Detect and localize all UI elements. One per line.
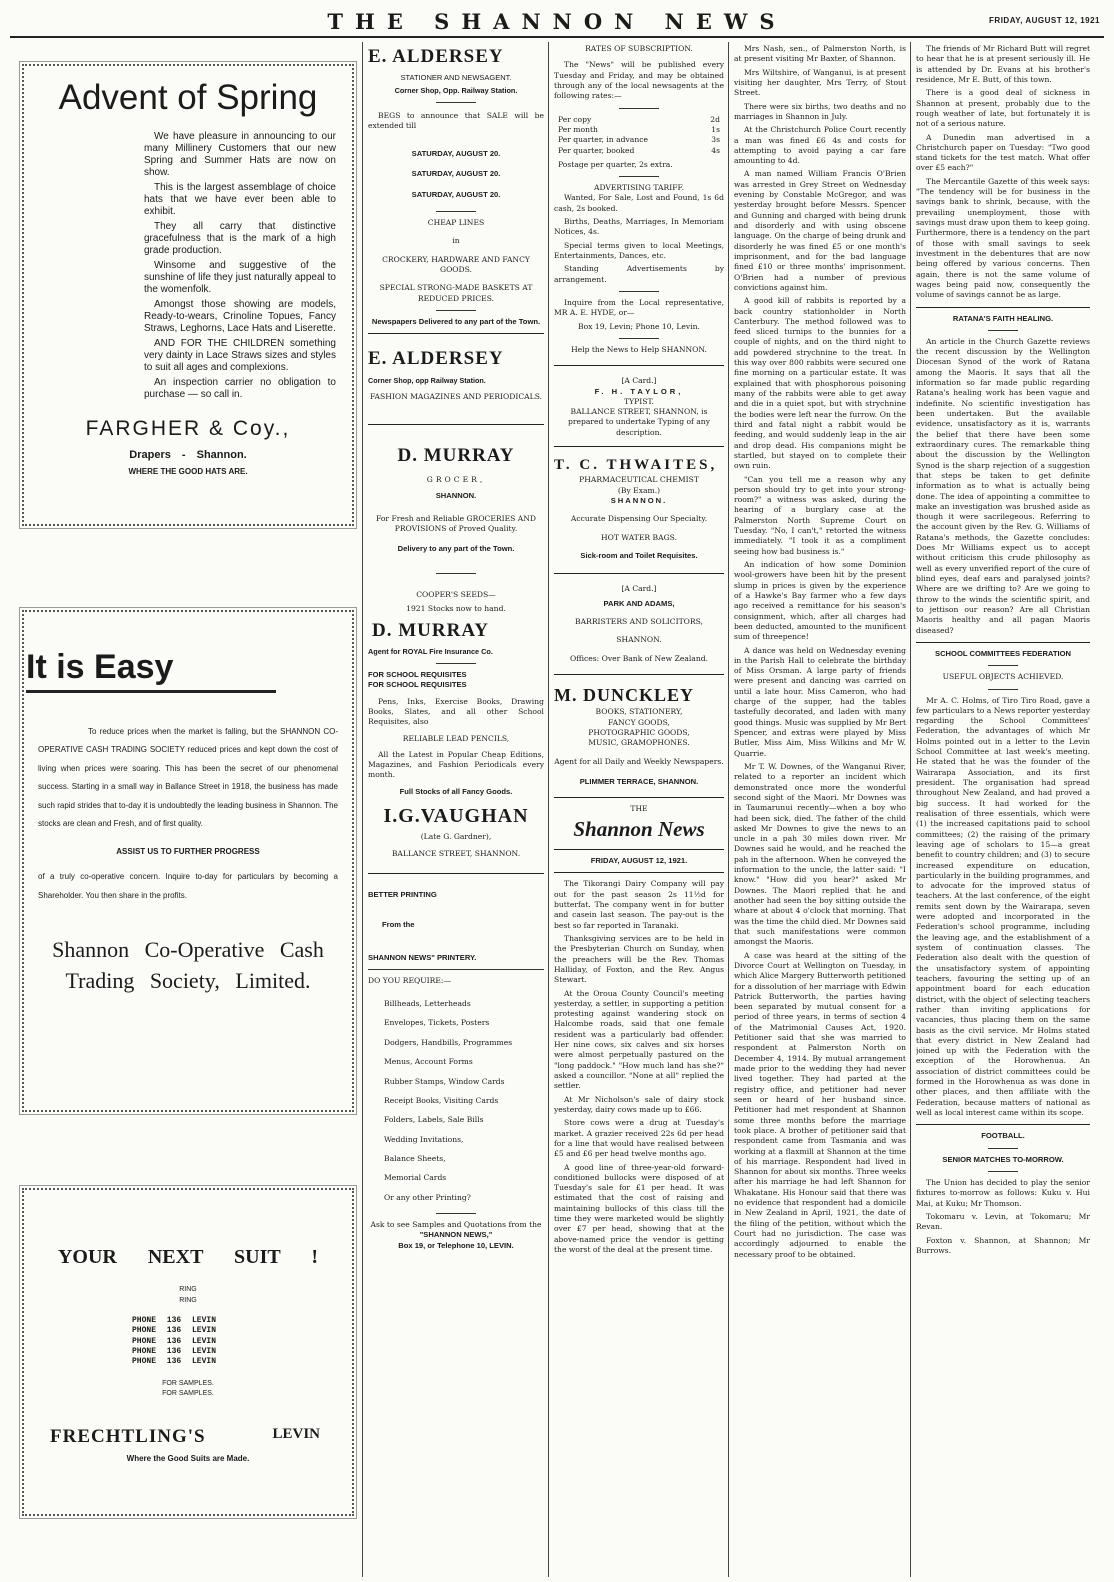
ad-text: For Fresh and Reliable GROCERIES AND PROVISIONS of Proved Quality. [375, 513, 536, 533]
ad-text: STATIONER AND NEWSAGENT. [400, 72, 512, 82]
article-text: A man named William Francis O'Brien was arrested in Grey Street on Wednesday evening by Constable McGregor, and was yesterday brought before Messrs. Spencer and Gunning and charged with being drunk and disorderly and with using obscene language. On the charge of being drunk and disorderly he was fined £5 or one month's imprisonment, and for the bad language fined £10 or three months' imprisonment. O'Brien had a number of previous convictions against him. [734, 169, 906, 292]
article-text: An indication of how some Dominion wool-growers have been hit by the present slump in prices is given by the experience of a Hawke's Bay farmer who a few days ago received a remittance for his season's consignment, which, after all charges had been deducted, amounted to the munificent sum of threepence! [734, 560, 906, 642]
article-text: A Dunedin man advertised in a Christchurch paper on Tuesday: "Two good stand tickets for the test match. What offer over £5 each?" [916, 132, 1090, 173]
ad-text: RELIABLE LEAD PENCILS, [402, 733, 510, 743]
article-text: Special terms given to local Meetings, Entertainments, Dances, etc. [554, 240, 724, 260]
article-text: Thanksgiving services are to be held in the Presbyterian Church on Sunday, when the preachers will be the Rev. Thomas Halliday, of Foxton, and the Rev. Angus Stewart. [554, 933, 724, 985]
ad-text: Ask to see Samples and Quotations from the [370, 1220, 542, 1230]
masthead [10, 6, 1104, 38]
ad-text: FOR SAMPLES. [162, 1389, 214, 1397]
ad-text: Corner Shop, opp Railway Station. [368, 376, 486, 386]
article-text: Inquire from the Local representative, MR A. E. HYDE, or— [554, 297, 724, 318]
ad-text: SHANNON. [610, 496, 668, 506]
ad-phone: PHONE 136 LEVIN [132, 1346, 217, 1356]
ad-firm-name: FARGHER & Coy., [85, 417, 291, 440]
ad-slogan: WHERE THE GOOD HATS ARE. [128, 466, 248, 476]
issue-date: FRIDAY, AUGUST 12, 1921 [989, 16, 1100, 25]
ad-location: Drapers - Shannon. [129, 448, 247, 461]
ad-text: PARK AND ADAMS, [603, 598, 675, 608]
ad-text: Corner Shop, Opp. Railway Station. [394, 86, 518, 96]
ad-text: in [452, 236, 460, 246]
column-rule [362, 42, 363, 1577]
ad-text: of a truly co-operative concern. Inquire to-day for particulars by becoming a Shareholder. You then share in the profits. [38, 872, 338, 900]
article-text: The friends of Mr Richard Butt will regret to hear that he is at present seriously ill. He is attended by Dr. Evans at his brother's residence, Mr E. Butt, of this town. [916, 44, 1090, 84]
ad-text: [A Card.] [621, 376, 657, 386]
ad-text: SHANNON NEWS" PRINTERY. [368, 952, 477, 962]
column-rule [548, 42, 549, 1577]
ad-text: F. H. TAYLOR, [594, 386, 684, 396]
column-2 [368, 44, 544, 1579]
article-text: Mrs Wiltshire, of Wanganui, is at present visiting her daughter, Mrs Terry, of Stout Street. [734, 67, 906, 98]
printing-item: Wedding Invitations, [384, 1134, 464, 1144]
article-text: Store cows were a drug at Tuesday's market. A grazier received 22s 6d per head for a line that would have realised between £5 and £6 per head twelve months ago. [554, 1118, 724, 1159]
article-text: There is a good deal of sickness in Shannon at present, probably due to the rough weather of late, but fortunately it is not of a serious nature. [916, 88, 1090, 129]
ad-murray-title: D. MURRAY [372, 620, 490, 642]
newspaper-title: THE SHANNON NEWS [327, 9, 787, 34]
ad-text: BETTER PRINTING [368, 889, 437, 899]
printing-item: Memorial Cards [384, 1173, 447, 1183]
ad-text: GROCER, [426, 475, 486, 484]
ad-text: We have pleasure in announcing to our many Millinery Customers that our new Spring and Summer Hats are now on show. [144, 131, 336, 178]
paper-nameplate-small: THE [630, 804, 648, 814]
ad-vaughan-title: I.G.VAUGHAN [383, 805, 529, 828]
paper-nameplate: Shannon News [573, 816, 705, 841]
column-5 [916, 44, 1090, 1579]
printing-item: Dodgers, Handbills, Programmes [384, 1037, 513, 1047]
ad-text: This is the largest assemblage of choice hats that we have ever been able to exhibit. [144, 182, 336, 217]
printing-list [384, 994, 544, 1207]
ad-text: AND FOR THE CHILDREN something very dainty in Lace Straws sizes and styles to suit all ages and complexions. [144, 338, 336, 373]
article-text: The Tikorangi Dairy Company will pay out for the past season 2s 11½d for butterfat. The company went in for butter and casein last season. The pay-out is the best so far reported in Taranaki. [554, 879, 724, 930]
ad-text: From the [382, 920, 415, 930]
article-text: The Union has decided to play the senior fixtures to-morrow as follows: Kuku v. Hui Mai, at Kuku; Mr Thomson. [916, 1177, 1090, 1208]
article-text: Mr A. C. Holms, of Tiro Tiro Road, gave a few particulars to a News reporter yesterday regarding the School Committees' Federation, the advantages of which Mr Holms pointed out in a letter to the Levin School Committee at last week's meeting. He stated that he was the founder of the Wairarapa Association, and its first president. The organisation had spread throughout New Zealand, and had proved a big success. It had worked for the realisation of three essentials, which were (1) the increased capitations paid to school committees; (2) the raising of the primary leaving age of scholars to 15—a great benefit to country children; and (3) to secure increased expenditure on education, particularly in the building programmes, and to advocate for the improved status of teachers. At the last conference, of the eight remits sent down by the Wairarapa, seven were adopted and incorporated in the Federation's school programme, including the leaving age, and the establishment of a system of continuation classes. The Federation also dealt with the question of the unsatisfactory system of appointing teachers, favouring the setting up of an appointment board for each education district, with the object of selecting teachers rather than inviting applications for vacancies, thus placing them on the same basis as the civil service. Mr Holms stated that every district in New Zealand had joined up with the Federation with the exception of the Horowhenua. An association of district committees could be formed in the Horowhenua as was done in other places, and then affiliate with the Federation, because matters of national as well as local interest came within its scope. [916, 695, 1090, 1117]
ad-text: (Late G. Gardner), [420, 832, 492, 842]
ad-text: Pens, Inks, Exercise Books, Drawing Books, Slates, and all other School Requisites, also [368, 696, 544, 727]
ad-text: Box 19, or Telephone 10, LEVIN. [398, 1240, 514, 1250]
article-text: Box 19, Levin; Phone 10, Levin. [578, 321, 700, 331]
ad-text: All the Latest in Popular Cheap Editions, Magazines, and Fashion Periodicals every month. [368, 749, 544, 780]
ad-text: COOPER'S SEEDS— [416, 589, 496, 599]
ad-text: Winsome and suggestive of the sunshine of life they just naturally appeal to the womenfolk. [144, 260, 336, 295]
ad-aldersey-title: E. ALDERSEY [368, 348, 504, 370]
article-text: Mr T. W. Downes, of the Wanganui River, related to a reporter an incident which demonstrated once more the wonderful second sight of the Maori. Mr Downes was in Taumarunui recently—when a boy who had been sick, died. The father of the child asked Mr Downes to give the news to an uncle in a pah 30 miles down river. Mr Downes said he would, and he reached the pah in the afternoon. When he conveyed the information to the uncle, the latter said: "I know." "How did you hear?" asked Mr Downes. The Maori replied that he and another had seen the boy sitting outside the whare at about 4 o'clock that morning. That was the time the child died. Mr Downes said that such manifestations were common amongst the Maoris. [734, 761, 906, 947]
ad-text: DO YOU REQUIRE:— [368, 975, 452, 985]
ad-text: BOOKS, STATIONERY, FANCY GOODS, PHOTOGRAPHIC GOODS, MUSIC, GRAMOPHONES. [588, 707, 690, 748]
ad-text: Newspapers Delivered to any part of the Town. [371, 316, 541, 326]
ad-murray-title: D. MURRAY [397, 445, 515, 467]
ad-text: TYPIST. [624, 396, 654, 406]
section-subheading: USEFUL OBJECTS ACHIEVED. [942, 672, 1064, 682]
ad-text: FASHION MAGAZINES AND PERIODICALS. [369, 391, 543, 401]
article-text: A dance was held on Wednesday evening in the Parish Hall to celebrate the birthday of Miss Orsman. A large party of friends were present and dancing was carried on until a late hour. Miss Cameron, who had charge of the supper, had the tables tastefully decorated, and laden with many good things. Music was supplied by Mr Bert Spencer, and extras were played by Miss Butler, Miss Aim, Miss Wilkins and Mr W. Quarrie. [734, 645, 906, 758]
rate-row: Per copy 2d [558, 114, 720, 124]
ad-text: Agent for ROYAL Fire Insurance Co. [368, 647, 493, 657]
ad-text: RING [179, 1286, 197, 1294]
column-rule [910, 42, 911, 1577]
headline-underline [26, 690, 276, 693]
ad-text: FOR SCHOOL REQUISITES [368, 669, 467, 679]
article-text: Postage per quarter, 2s extra. [558, 159, 673, 169]
article-text: There were six births, two deaths and no marriages in Shannon in July. [734, 101, 906, 121]
ad-headline: It is Easy [26, 648, 174, 686]
ad-text: SHANNON. [616, 635, 662, 645]
printing-item: Balance Sheets, [384, 1154, 446, 1163]
ad-text: SPECIAL STRONG-MADE BASKETS AT REDUCED PRICES. [379, 283, 533, 303]
printing-item: Menus, Account Forms [384, 1057, 473, 1067]
column-rule [728, 42, 729, 1577]
rate-row: Per quarter, in advance 3s [558, 135, 720, 145]
ad-text: Delivery to any part of the Town. [397, 544, 515, 554]
ad-subheading: ASSIST US TO FURTHER PROGRESS [116, 847, 260, 857]
article-text: Births, Deaths, Marriages, In Memoriam Notices, 4s. [554, 217, 724, 237]
ad-text: Agent for all Daily and Weekly Newspapers. [554, 756, 724, 766]
ad-text: SATURDAY, AUGUST 20. [411, 169, 501, 179]
section-heading: FOOTBALL. [981, 1131, 1025, 1141]
ad-text: CHEAP LINES [427, 218, 485, 228]
ad-text: (By Exam.) [617, 485, 661, 495]
ad-text: BARRISTERS AND SOLICITORS, [575, 616, 703, 626]
article-text: The "News" will be published every Tuesday and Friday, and may be obtained through any of the local newsagents at the following rates:— [554, 60, 724, 101]
section-heading: ADVERTISING TARIFF. [593, 183, 685, 193]
ad-text: BEGS to announce that SALE will be extended till [368, 110, 544, 131]
article-text: At Mr Nicholson's sale of dairy stock yesterday, dairy cows made up to £66. [554, 1094, 724, 1114]
ad-advent-of-spring [22, 64, 354, 526]
ad-text: FOR SCHOOL REQUISITES [368, 680, 467, 690]
article-text: A good kill of rabbits is reported by a back country stationholder in North Canterbury. The method followed was to feed sliced turnips to the bunnies for a couple of nights, and on the third night to add powdered strychnine to the treat. In this way over 800 rabbits were secured one fine morning on a particular estate. It was explained that with phosphorous poisoning many of the rabbits were able to get away and die in a quiet spot, but with strychnine the bodies were left near the furrow. On the third and fatal night a rabbit would be feeding, and would suddenly leap in the air and drop dead. His companions might be startled, but stayed on to complete their own ruin. [734, 296, 906, 471]
section-heading: RATES OF SUBSCRIPTION. [585, 44, 693, 53]
ad-headline: Advent of Spring [58, 78, 318, 117]
rate-row: Per month 1s [558, 124, 720, 134]
ad-thwaites-title: T. C. THWAITES, [554, 457, 718, 474]
ad-text: Sick-room and Toilet Requisites. [580, 551, 698, 561]
ad-it-is-easy [22, 610, 354, 1112]
article-text: Standing Advertisements by arrangement. [554, 264, 724, 284]
article-text: Foxton v. Shannon, at Shannon; Mr Burrows. [916, 1235, 1090, 1255]
ad-dunckley-title: M. DUNCKLEY [554, 684, 694, 705]
ad-text: Accurate Dispensing Our Specialty. [570, 514, 708, 524]
ad-text: RING [179, 1296, 197, 1304]
article-text: Wanted, For Sale, Lost and Found, 1s 6d cash, 2s booked. [554, 193, 724, 213]
section-heading: RATANA'S FAITH HEALING. [952, 313, 1054, 323]
ad-slogan: Where the Good Suits are Made. [126, 1454, 250, 1464]
ad-text: An inspection carrier no obligation to purchase — so call in. [144, 377, 336, 400]
ad-text: SATURDAY, AUGUST 20. [411, 148, 501, 158]
article-text: A case was heard at the sitting of the Divorce Court at Wellington on Tuesday, in which Alice Margery Butterworth petitioned for a dissolution of her marriage with Edwin Patrick Butterworth, the parties having been separated by mutual consent for a period of three years, in terms of section 4 of the Matrimonial Causes Act, 1920. Petitioner said that she was married to respondent at Palmerston North on December 4, 1914. By mutual arrangement made prior to the wedding they had never lived together. They had parted at the registry office, and petitioner had never seen or heard of her husband since. Petitioner had met respondent at Shannon some three months before the marriage took place. A brother of petitioner said that respondent came from Tasmania and was working at a flaxmill at Shannon at the time of his marriage. Respondent had lived in Shannon for about six months. Three weeks after his marriage he had left Shannon for Whakatane. His Honour said that there was no evidence that respondent had a domicile in New Zealand in April, 1921, the date of the filing of the petition, without which the Court had no jurisdiction. The case was accordingly adjourned to enable the necessary proof to be obtained. [734, 950, 906, 1259]
section-heading: SCHOOL COMMITTEES FEDERATION [935, 648, 1071, 658]
ad-phone: PHONE 136 LEVIN [132, 1357, 217, 1367]
ad-phone: PHONE 136 LEVIN [132, 1316, 217, 1326]
printing-item: Or any other Printing? [384, 1192, 471, 1202]
ad-text: To reduce prices when the market is falling, but the SHANNON CO-OPERATIVE CASH TRADING SOCIETY reduced prices and kept down the cost of living when prices were soaring. This has been the secret of our phenomenal success. Starting in a small way in Ballance Street in 1918, the business has made such rapid strides that to-day it is undoubtedly the leading business in Shannon. The stocks are clean and Fresh, and of first quality. [38, 727, 338, 828]
section-subheading: SENIOR MATCHES TO-MORROW. [942, 1154, 1064, 1164]
ad-text: SATURDAY, AUGUST 20. [411, 189, 501, 199]
ad-firm-name: FRECHTLING'S [50, 1426, 206, 1448]
ad-text: PHARMACEUTICAL CHEMIST [579, 475, 699, 485]
rates-list [558, 115, 720, 156]
article-text: Tokomaru v. Levin, at Tokomaru; Mr Revan. [916, 1211, 1090, 1232]
printing-item: Envelopes, Tickets, Posters [384, 1018, 490, 1028]
article-text: At the Oroua County Council's meeting yesterday, a settler, in supporting a petition protesting against wandering stock on Halcombe roads, said that one female resident was a particularly bad offender. Her nine cows, six calves and six horses were almost perpetually pastured on the "long paddock." "How much land has she?" asked a councillor. "None at all" replied the settler. [554, 988, 724, 1091]
ad-text: CROCKERY, HARDWARE AND FANCY GOODS. [382, 254, 530, 274]
issue-date: FRIDAY, AUGUST 12, 1921. [590, 856, 688, 866]
article-text: At the Christchurch Police Court recently a man was fined £6 4s and costs for attempting to avoid paying a car fare amounting to 4d. [734, 125, 906, 166]
ad-text: Offices: Over Bank of New Zealand. [569, 653, 708, 663]
ad-text: They all carry that distinctive gracefulness that is the mark of a high grade production. [144, 221, 336, 256]
ad-text: PLIMMER TERRACE, SHANNON. [579, 776, 699, 786]
printing-item: Rubber Stamps, Window Cards [384, 1076, 505, 1086]
printing-item: Billheads, Letterheads [384, 999, 471, 1009]
ad-text: HOT WATER BAGS. [600, 532, 678, 542]
ad-aldersey-title: E. ALDERSEY [368, 46, 504, 67]
rate-row: Per quarter, booked 4s [558, 145, 720, 155]
article-text: Mrs Nash, sen., of Palmerston North, is at present visiting Mr Baxter, of Shannon. [734, 44, 906, 64]
printing-item: Folders, Labels, Sale Bills [384, 1115, 484, 1125]
article-text: An article in the Church Gazette reviews the recent discussion by the Wellington Diocesan Synod of the work of Ratana among the Maoris. It says that all the information so far made public regarding Ratana's healing work has been vague and indefinite. No scientific investigation has been undertaken. But the available evidence, unsatisfactory as it is, warrants the belief that there have been some extraordinary cures. The remarkable thing about the discussion by the Wellington Synod is the sharp rejection of a suggestion that steps be taken to get definite information as to what is actually being done. The idea of appointing a committee to make an investigation was brushed aside as though it were sacrilegeous. Referring to the account given by the Rev. G. Williams of Ratana's methods, the Gazette concludes: Does Mr Williams expect us to accept without criticism this crude philosophy as well as every unverified report of the cure of blind eyes, deaf ears and paralysed joints? Where are we drifting to? Are we going to throw to the winds the scientific spirit, and to jettison our reason? Are all Christian Maoris healthy and all pagan Maoris diseased? [916, 336, 1090, 635]
ad-text: [A Card.] [621, 584, 657, 594]
printing-item: Receipt Books, Visiting Cards [384, 1095, 499, 1105]
article-text: The Mercantile Gazette of this week says: "The tendency will be for business in the savings bank to shrink, because, with the prevailing unemployment, those with savings must draw upon them to keep going. Furthermore, there is a tendency on the part of those with small savings to seek investment in the debentures that are now being offered by various concerns. Then again, there is not the same volume of wages being paid now, consequently the volume of savings cannot be as large. [916, 176, 1090, 300]
ad-text: SHANNON. [435, 491, 477, 501]
ad-location: LEVIN [272, 1426, 320, 1443]
ad-text: BALLANCE STREET, SHANNON, is prepared to undertake Typing of any description. [568, 407, 710, 437]
article-text: Help the News to Help SHANNON. [571, 344, 707, 354]
ad-text: FOR SAMPLES. [162, 1380, 214, 1388]
ad-text: 1921 Stocks now to hand. [406, 603, 506, 613]
ad-phone: PHONE 136 LEVIN [132, 1326, 217, 1336]
ad-text: Amongst those showing are models, Ready-to-wears, Crinoline Topues, Fancy Straws, Leghorns, Lace Hats and Liserette. [144, 299, 336, 334]
article-text: "Can you tell me a reason why any person should try to get into your strong-room?" a witness was asked, during the hearing of a burglary case at the Palmerston North Supreme Court on Tuesday. "No, I can't," retorted the witness immediately. "I took it as a compliment seeing how bad business is." [734, 474, 906, 556]
ad-text: Full Stocks of all Fancy Goods. [399, 786, 513, 796]
column-3 [554, 44, 724, 1579]
ad-next-suit [22, 1188, 354, 1516]
article-text: A good line of three-year-old forward-conditioned bullocks were disposed of at Tuesday's sale for £1 per head. It was estimated that the cost of raising and maintaining bullocks of this class till the time they were marketed would be slightly over £7 per head, showing that at the above-named price the vendor is getting the worst of the deal at the present time. [554, 1162, 724, 1255]
ad-text: BALLANCE STREET, SHANNON. [391, 848, 521, 858]
ad-text: "SHANNON NEWS," [419, 1230, 493, 1240]
column-4 [734, 44, 906, 1579]
ad-firm-name: Shannon Co-Operative Cash Trading Society, Limited. [52, 937, 324, 993]
ad-phone: PHONE 136 LEVIN [132, 1336, 217, 1346]
ad-headline: YOUR NEXT SUIT ! [57, 1246, 319, 1268]
